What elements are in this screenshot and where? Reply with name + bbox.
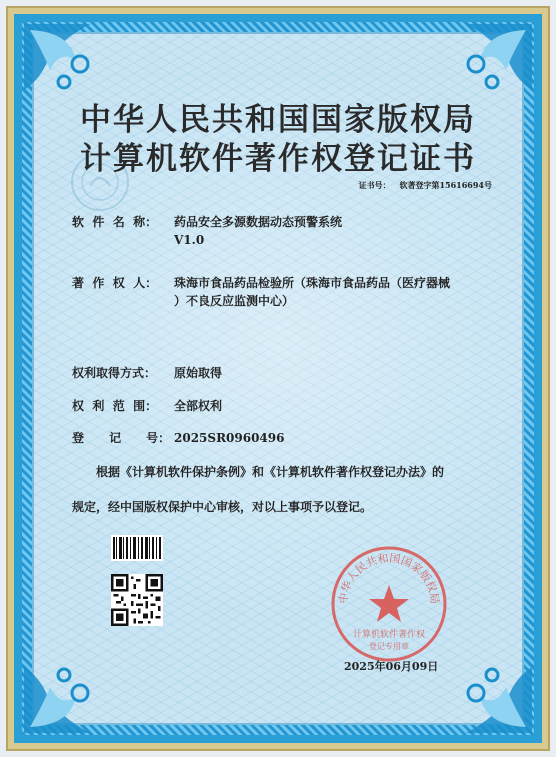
registration-number-value: 2025SR0960496: [174, 431, 285, 445]
seal-inner-text-2: 登记专用章: [369, 642, 409, 651]
corner-ornament-icon: [20, 641, 116, 737]
acquisition-label: 权利取得方式：: [72, 366, 157, 380]
owner-value: 珠海市食品药品检验所（珠海市食品药品（医疗器械: [174, 276, 451, 290]
seal-ring-text: 中华人民共和国国家版权局: [336, 551, 442, 605]
certificate-number: [359, 180, 492, 191]
issue-date: 2025年06月09日: [344, 660, 439, 673]
issuer-title: 中华人民共和国国家版权局: [80, 102, 476, 138]
qr-code-icon: [111, 574, 163, 626]
scope-label: 权 利 范 围：: [72, 399, 158, 413]
corner-ornament-icon: [440, 641, 536, 737]
software-name-label: 软 件 名 称：: [72, 215, 158, 229]
scope-value: 全部权利: [174, 399, 223, 413]
statement-line-2: 规定，经中国版权保护中心审核，对以上事项予以登记。: [72, 500, 373, 514]
seal-inner-text-1: 计算机软件著作权: [352, 630, 426, 640]
acquisition-value: 原始取得: [174, 366, 223, 380]
registration-number-label: 登 记 号：: [72, 431, 171, 445]
star-icon: [369, 585, 409, 622]
owner-label: 著 作 权 人：: [72, 276, 158, 290]
owner-value-continued: ）不良反应监测中心）: [174, 294, 295, 308]
statement-line-1: 根据《计算机软件保护条例》和《计算机软件著作权登记办法》的: [96, 465, 445, 479]
official-seal: [330, 545, 448, 663]
software-name-value: 药品安全多源数据动态预警系统: [174, 215, 343, 229]
software-version-value: V1.0: [174, 233, 205, 247]
certificate-title: 计算机软件著作权登记证书: [80, 141, 476, 177]
barcode-icon: [111, 535, 163, 561]
certificate-number-value: 软著登字第15616694号: [399, 180, 492, 190]
certificate-number-label: 证书号：: [358, 180, 391, 190]
